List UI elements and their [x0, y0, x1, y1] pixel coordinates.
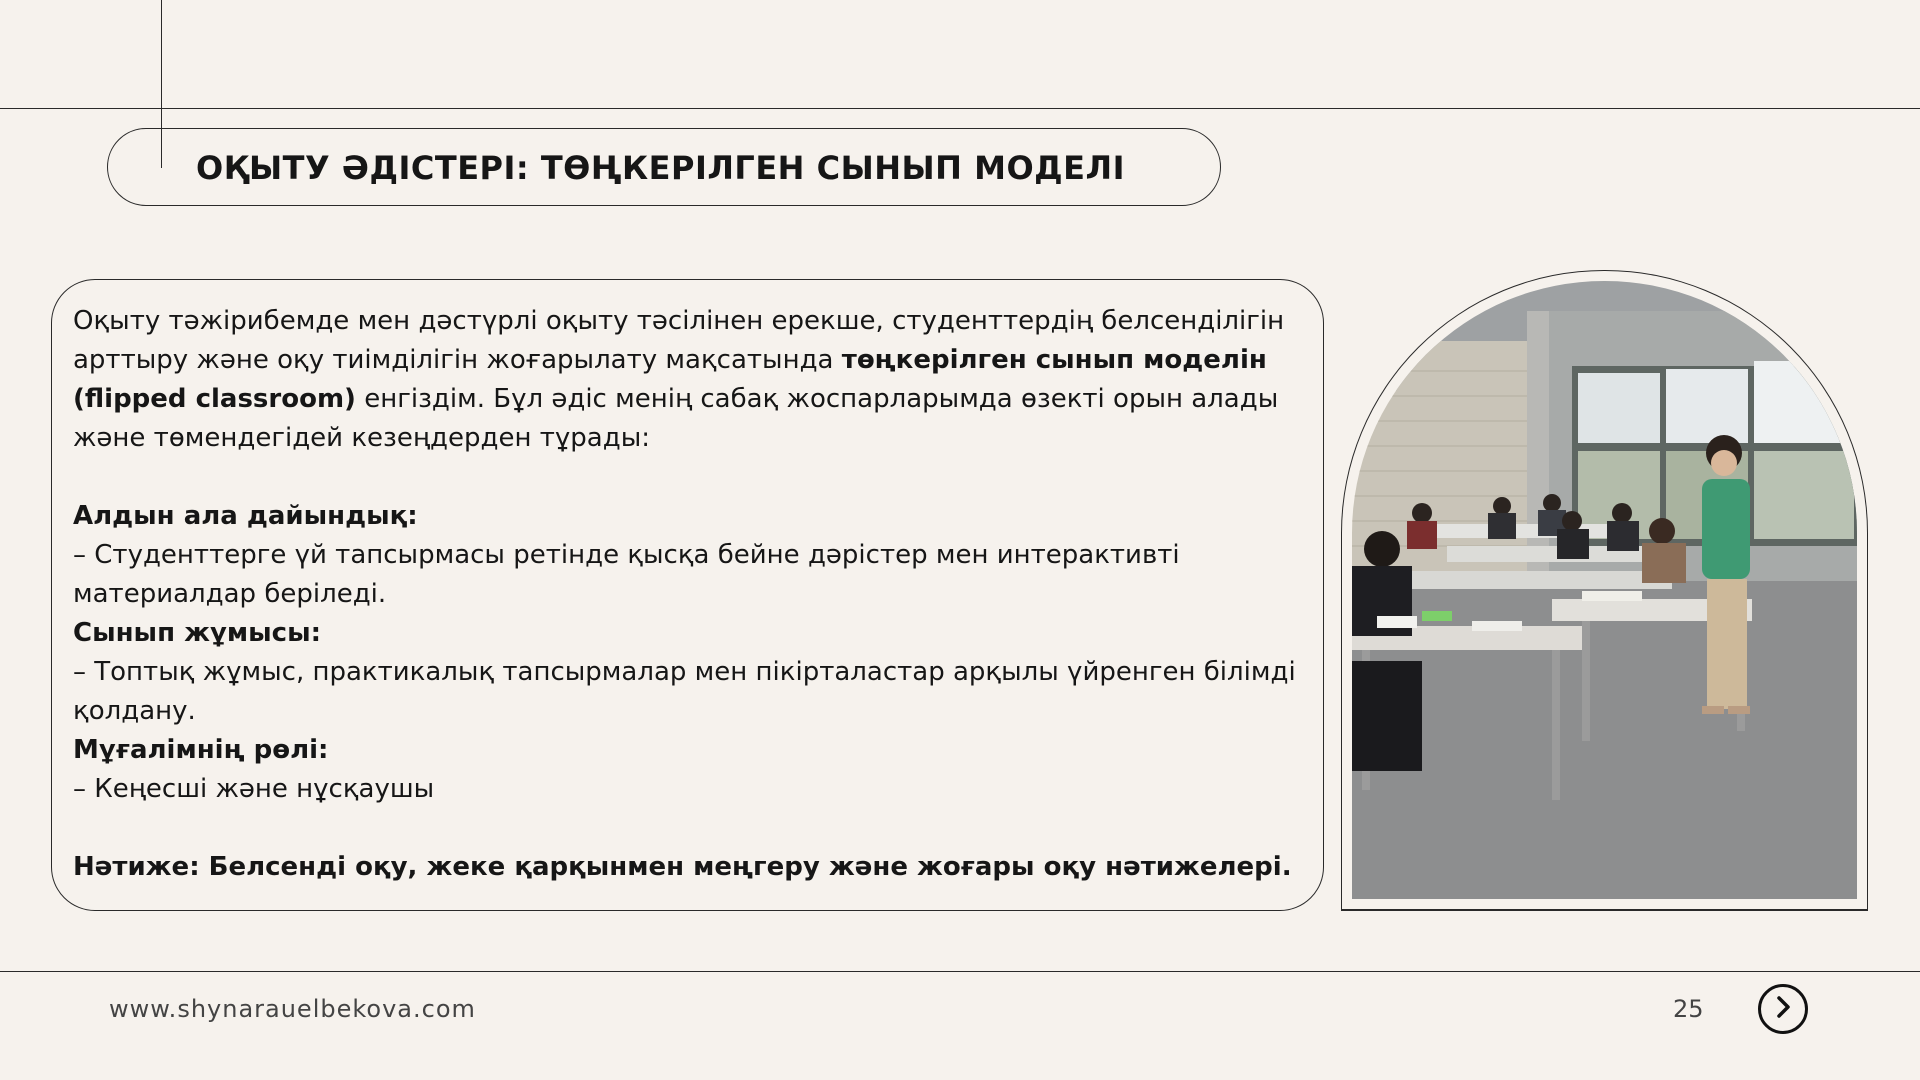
intro-highlight: төңкерілген сынып моделін (flipped classroom) [73, 345, 1267, 414]
stage-text-prep: – Студенттерге үй тапсырмасы ретінде қысқа бейне дәрістер мен интерактивті материалдар беріледі. [73, 540, 1180, 609]
page-number: 25 [1673, 995, 1704, 1023]
stage-heading [73, 731, 1303, 770]
spacer [73, 458, 1303, 497]
stage-heading [73, 497, 1303, 536]
photo-arch-base [1341, 909, 1868, 911]
website-url[interactable]: www.shynarauelbekova.com [109, 995, 476, 1023]
next-slide-button[interactable] [1758, 984, 1808, 1034]
stage-heading-teacher: Мұғалімнің рөлі: [73, 735, 329, 765]
stage-text-class: – Топтық жұмыс, практикалық тапсырмалар мен пікірталастар арқылы үйренген білімді қолдану. [73, 657, 1296, 726]
title-pill [107, 128, 1221, 206]
intro-text: Оқыту тәжірибемде мен дәстүрлі оқыту тәсілінен ерекше, студенттердің белсенділігін арттыру және оқу тиімділігін жоғарылату мақсатында [73, 306, 1285, 375]
result-text: Нәтиже: Белсенді оқу, жеке қарқынмен меңгеру және жоғары оқу нәтижелері. [73, 852, 1292, 882]
slide-title: ОҚЫТУ ӘДІСТЕРІ: ТӨҢКЕРІЛГЕН СЫНЫП МОДЕЛІ [196, 149, 1125, 187]
content-box [51, 279, 1324, 911]
intro-paragraph [73, 302, 1303, 458]
result-statement [73, 848, 1303, 887]
chevron-right-icon [1773, 994, 1793, 1024]
stage-heading-class: Сынып жұмысы: [73, 618, 321, 648]
top-divider-line [0, 108, 1920, 109]
stage-text-teacher: – Кеңесші және нұсқаушы [73, 774, 435, 804]
classroom-photo [1352, 281, 1857, 899]
spacer [73, 809, 1303, 848]
stage-heading-prep: Алдын ала дайындық: [73, 501, 418, 531]
stage-heading [73, 614, 1303, 653]
intro-text-end: енгіздім. Бұл әдіс менің сабақ жоспарларымда өзекті орын алады және төмендегідей кезеңдерден тұрады: [73, 384, 1279, 453]
bottom-divider-line [0, 971, 1920, 972]
